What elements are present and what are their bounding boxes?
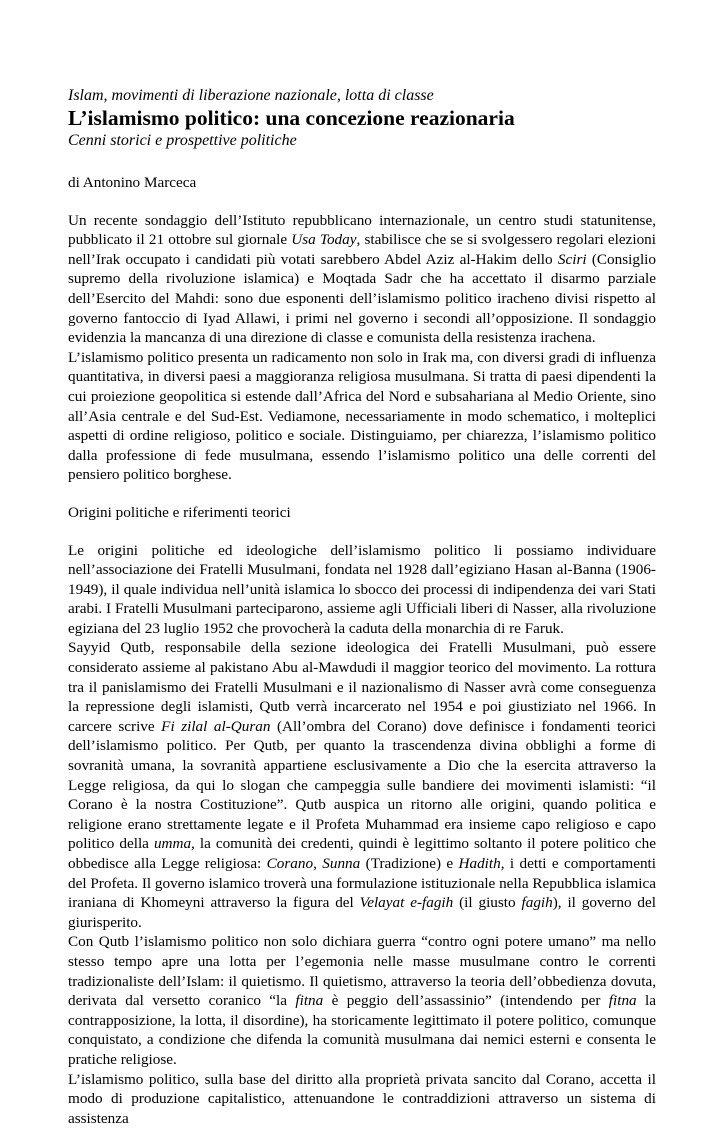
- paragraph-5: Con Qutb l’islamismo politico non solo dichiara guerra “contro ogni potere umano” ma nello stesso tempo apre una lotta per l’egemonia nelle masse musulmane contro le correnti tradizionaliste dell’Islam: il quietismo. Il quietismo, attraverso la teoria dell’obbedienza dovuta, derivata dal versetto coranico “la fitna è peggio dell’assassinio” (intendendo per fitna la contrapposizione, la lotta, il disordine), ha storicamente legittimato il potere politico, comunque conquistato, a condizione che difenda la comunità musulmana dai nemici esterni e consenta le pratiche religiose.: [68, 933, 656, 1068]
- article-title: L’islamismo politico: una concezione reazionaria: [68, 106, 515, 130]
- article-subtitle: Cenni storici e prospettive politiche: [68, 132, 297, 149]
- section-heading: Origini politiche e riferimenti teorici: [68, 503, 291, 521]
- paragraph-4: Sayyid Qutb, responsabile della sezione ideologica dei Fratelli Musulmani, può essere considerato assieme al pakistano Abu al-Mawdudi il maggior teorico del movimento. La rottura tra il panislamismo dei Fratelli Musulmani e il nazionalismo di Nasser avrà come conseguenza la repressione degli islamisti, Qutb verrà incarcerato nel 1954 e poi giustiziato nel 1966. In carcere scrive Fi zilal al-Quran (All’ombra del Corano) dove definisce i fondamenti teorici dell’islamismo politico. Per Qutb, per quanto la trascendenza divina obblighi a forme di sovranità umana, la sovranità appartiene esclusivamente a Dio che la esercita attraverso la Legge religiosa, da qui lo slogan che campeggia sulle bandiere dei movimenti islamisti: “il Corano è la nostra Costituzione”. Qutb auspica un ritorno alle origini, quando politica e religione erano strettamente legate e il Profeta Muhammad era insieme capo religioso e capo politico della umma, la comunità dei credenti, quindi è legittimo soltanto il potere politico che obbedisce alla Legge religiosa: Corano, Sunna (Tradizione) e Hadith, i detti e comportamenti del Profeta. Il governo islamico troverà una formulazione istituzionale nella Repubblica islamica iraniana di Khomeyni attraverso la figura del Velayat e-fagih (il giusto fagih), il governo del giurisperito.: [68, 639, 656, 931]
- paragraph-6: L’islamismo politico, sulla base del diritto alla proprietà privata sancito dal Corano, accetta il modo di produzione capitalistico, attenuandone le contraddizioni attraverso un sistema di assistenza: [68, 1070, 656, 1127]
- article-byline: di Antonino Marceca: [68, 174, 197, 191]
- article-kicker: Islam, movimenti di liberazione nazionale, lotta di classe: [68, 87, 434, 104]
- paragraph-1: Un recente sondaggio dell’Istituto repubblicano internazionale, un centro studi statunitense, pubblicato il 21 ottobre sul giornale Usa Today, stabilisce che se si svolgessero regolari elezioni nell’Irak occupato i candidati più votati sarebbero Abdel Aziz al-Hakim dello Sciri (Consiglio supremo della rivoluzione islamica) e Moqtada Sadr che ha accettato il disarmo parziale dell’Esercito del Mahdi: sono due esponenti dell’islamismo politico iracheno divisi rispetto al governo fantoccio di Iyad Allawi, i primi nel governo i secondi all’opposizione. Il sondaggio evidenzia la mancanza di una direzione di classe e comunista della resistenza irachena.: [68, 211, 656, 347]
- paragraph-2: L’islamismo politico presenta un radicamento non solo in Irak ma, con diversi gradi di influenza quantitativa, in diversi paesi a maggioranza religiosa musulmana. Si tratta di paesi dipendenti la cui proiezione geopolitica si estende dall’Africa del Nord e subsahariana al Medio Oriente, sino all’Asia centrale e del Sud-Est. Vediamone, necessariamente in modo schematico, i molteplici aspetti di ordine religioso, politico e sociale. Distinguiamo, per chiarezza, l’islamismo politico dalla professione di fede musulmana, essendo l’islamismo politico una delle correnti del pensiero politico borghese.: [68, 348, 656, 484]
- paragraph-3: Le origini politiche ed ideologiche dell’islamismo politico li possiamo individuare nell’associazione dei Fratelli Musulmani, fondata nel 1928 dall’egiziano Hasan al-Banna (1906-1949), il quale individua nell’unità islamica lo sbocco dei processi di indipendenza dei vari Stati arabi. I Fratelli Musulmani parteciparono, assieme agli Ufficiali liberi di Nasser, alla rivoluzione egiziana del 23 luglio 1952 che provocherà la caduta della monarchia di re Faruk.: [68, 541, 656, 637]
- document-page: [68, 86, 656, 1128]
